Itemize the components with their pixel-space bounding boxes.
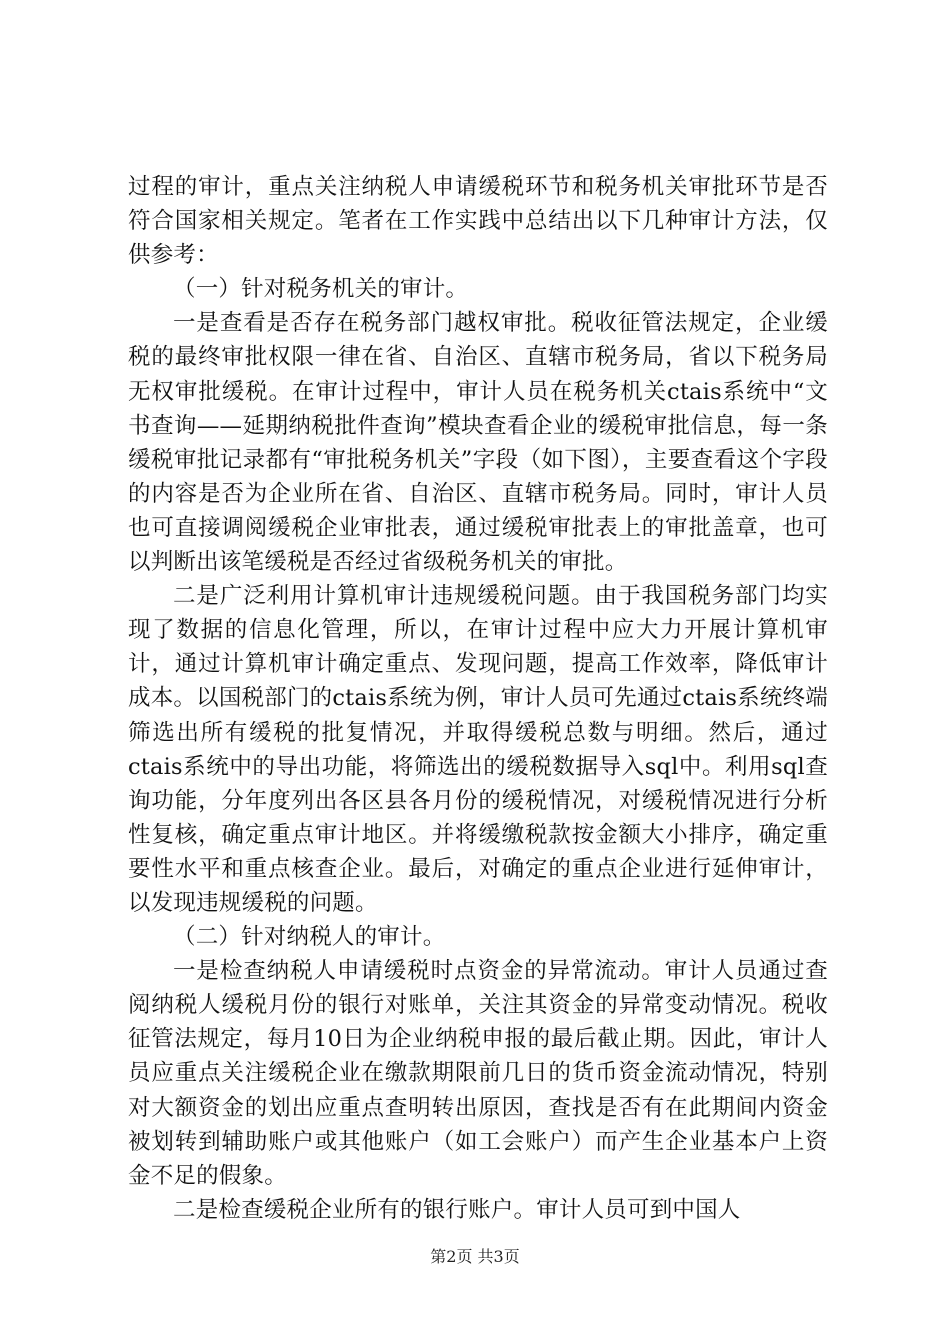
- page-footer: 第2页 共3页: [430, 1247, 520, 1266]
- section-heading-taxpayer: （二）针对纳税人的审计。: [173, 924, 446, 951]
- document-body: [128, 170, 828, 1227]
- paragraph-continuation: 过程的审计，重点关注纳税人申请缓税环节和税务机关审批环节是否符合国家相关规定。笔者在工作实践中总结出以下几种审计方法，仅供参考：: [128, 174, 828, 269]
- paragraph-overreach-approval: 一是查看是否存在税务部门越权审批。税收征管法规定，企业缓税的最终审批权限一律在省、自治区、直辖市税务局，省以下税务局无权审批缓税。在审计过程中，审计人员在税务机关ctais系统中“文书查询——延期纳税批件查询”模块查看企业的缓税审批信息，每一条缓税审批记录都有“审批税务机关”字段（如下图），主要查看这个字段的内容是否为企业所在省、自治区、直辖市税务局。同时，审计人员也可直接调阅缓税企业审批表，通过缓税审批表上的审批盖章，也可以判断出该笔缓税是否经过省级税务机关的审批。: [128, 310, 828, 576]
- paragraph-abnormal-funds: 一是检查纳税人申请缓税时点资金的异常流动。审计人员通过查阅纳税人缓税月份的银行对账单，关注其资金的异常变动情况。税收征管法规定，每月10日为企业纳税申报的最后截止期。因此，审计人员应重点关注缓税企业在缴款期限前几日的货币资金流动情况，特别对大额资金的划出应重点查明转出原因，查找是否有在此期间内资金被划转到辅助账户或其他账户（如工会账户）而产生企业基本户上资金不足的假象。: [128, 958, 828, 1189]
- paragraph-bank-accounts: 二是检查缓税企业所有的银行账户。审计人员可到中国人: [173, 1196, 741, 1223]
- section-heading-tax-authority: （一）针对税务机关的审计。: [173, 276, 469, 303]
- paragraph-computer-audit: 二是广泛利用计算机审计违规缓税问题。由于我国税务部门均实现了数据的信息化管理，所以，在审计过程中应大力开展计算机审计，通过计算机审计确定重点、发现问题，提高工作效率，降低审计成本。以国税部门的ctais系统为例，审计人员可先通过ctais系统终端筛选出所有缓税的批复情况，并取得缓税总数与明细。然后，通过ctais系统中的导出功能，将筛选出的缓税数据导入sql中。利用sql查询功能，分年度列出各区县各月份的缓税情况，对缓税情况进行分析性复核，确定重点审计地区。并将缓缴税款按金额大小排序，确定重要性水平和重点核查企业。最后，对确定的重点企业进行延伸审计，以发现违规缓税的问题。: [128, 583, 828, 916]
